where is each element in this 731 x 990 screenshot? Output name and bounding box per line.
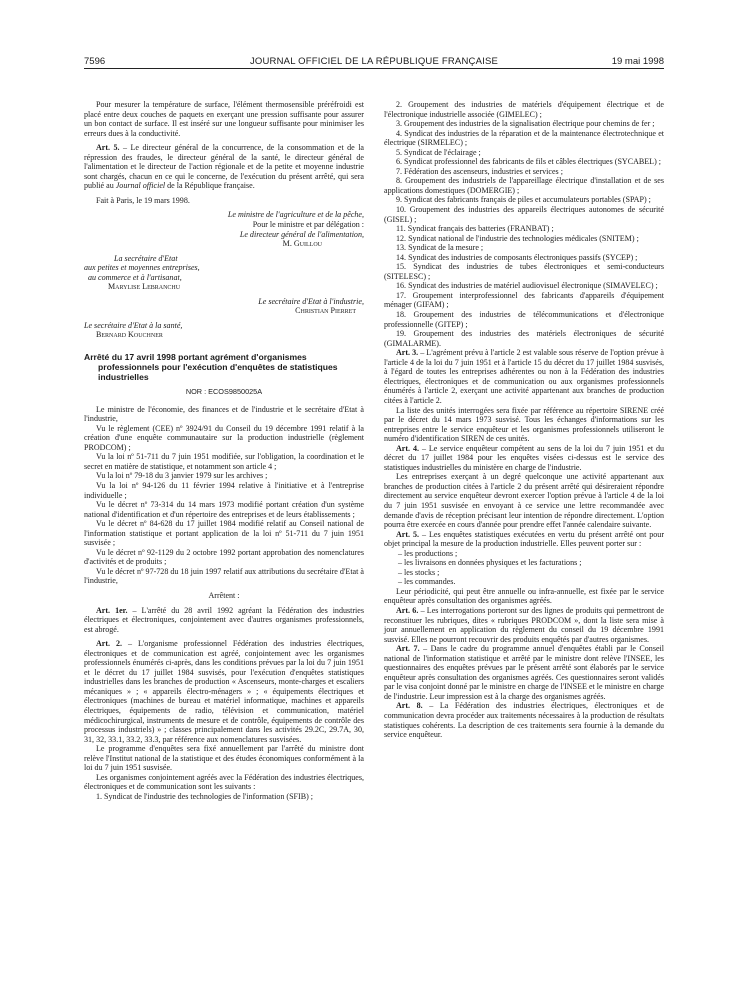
organisme-item-5: 5. Syndicat de l'éclairage ;	[396, 147, 481, 157]
organisme-item-2: 2. Groupement des industries de matériels d'équipement électrique et de l'électronique industrielle associée (GIMELEC) ;	[384, 100, 664, 119]
article-5-text: – Le directeur général de la concurrence, de la consommation et de la répression des fraudes, le directeur général de la santé, le directeur général de l'alimentation et le directeur de l'action régionale et de la petite et moyenne industrie sont chargés, chacun en ce qui le concerne, de l'exécution du présent arrêté, qui sera publié au	[84, 143, 365, 191]
sirene-paragraph: La liste des unités interrogées sera fixée par référence au répertoire SIRENE créé par le décret du 14 mars 1973 susvisé. Tous les échanges d'informations sur les entreprises entre le service enquêteur et les organismes professionnels utiliseront le numéro d'identification SIREN de ces unités.	[384, 405, 664, 444]
left-column	[84, 100, 364, 801]
signature-2-line3: au commerce et à l'artisanat,	[88, 272, 182, 282]
organisme-item-12: 12. Syndicat national de l'industrie des technologies médicales (SNITEM) ;	[396, 233, 639, 243]
article-5b-text: – Les enquêtes statistiques exécutées en vertu du présent arrêté ont pour objet principal la mesure de la production industrielle. Elles peuvent porter sur :	[384, 529, 664, 549]
article-6-label: Art. 6.	[396, 605, 419, 615]
signature-1-role: Le directeur général de l'alimentation,	[239, 229, 364, 239]
article-4-label: Art. 4.	[396, 443, 420, 453]
article-6-text: – Les interrogations porteront sur des lignes de produits qui permettront de reconstituer les rubriques, dites « rubriques PRODCOM », dont la liste sera mise à jour annuellement en application du règlement du conseil du 19 décembre 1991 susvisé. Elles ne pourront recouvrir des produits enquêtés par d'autres organismes.	[384, 605, 664, 644]
visa-paragraph-8: Vu le décret nº 92-1129 du 2 octobre 1992 portant approbation des nomenclatures d'activités et de produits ;	[84, 547, 364, 567]
article-2-text: – L'organisme professionnel Fédération des industries électriques, électroniques et de communication est agréé, conjointement avec les organismes professionnels énumérés ci-après, dans les conditions prévues par la loi du 7 juin 1951 et le décret du 17 juillet 1984 susvisés, pour l'exécution d'enquêtes statistiques industrielles dans les branches de production « Ascenseurs, monte-charges et escaliers mécaniques » ; « appareils électro-ménagers » ; « équipements électriques et électroniques (machines de bureau et matériel informatique, machines et appareils électriques, équipements de radio, télévision et communication, matériel médicochirurgical, instruments de mesure et de contrôle, équipements de contrôle des processus industriels) » ; classes principalement dans les activités 29.2C, 29.7A, 30, 31, 32, 33.1, 33.2, 33.3, par référence aux nomenclatures susvisées.	[84, 639, 364, 744]
arrete-title-text: Arrêté du 17 avril 1998 portant agrément d'organismes professionnels pour l'exécution d'enquêtes de statistiques industrielles	[84, 352, 338, 383]
article-7-label: Art. 7.	[396, 644, 420, 654]
signature-1-delegation: Pour le ministre et par délégation :	[252, 220, 364, 230]
article-5-paragraph	[384, 530, 664, 549]
visa-paragraph-4: Vu la loi nº 79-18 du 3 janvier 1979 sur les archives ;	[96, 471, 268, 481]
organisme-item-4: 4. Syndicat des industries de la réparation et de la maintenance électrotechnique et électrique (SIRMELEC) ;	[384, 128, 664, 148]
article-5-label: Art. 5.	[96, 143, 120, 153]
article-1-text: – L'arrêté du 28 avril 1992 agréant la Fédération des industries électriques et électroniques, conjointement avec d'autres organismes professionnels, est abrogé.	[84, 605, 364, 634]
article-1-paragraph	[84, 606, 364, 635]
article-7-text: – Dans le cadre du programme annuel d'enquêtes établi par le Conseil national de l'information statistique et arrêté par le ministre dont relève l'INSEE, les questionnaires des enquêtes prévues par le présent arrêté sont élaborés par le service enquêteur après consultation des organismes agréés. Ces questionnaires seront validés par le visa conjoint donné par le ministre en charge de l'INSEE et le ministre en charge de l'industrie. Leur impression est à la charge des organismes agréés.	[384, 644, 665, 701]
organisme-item-9: 9. Syndicat des fabricants français de piles et accumulateurs portables (SPAP) ;	[396, 195, 651, 205]
article-1-label: Art. 1er.	[96, 605, 128, 615]
signature-1-name: M. Guillou	[282, 239, 322, 249]
article-2-label: Art. 2.	[96, 639, 123, 649]
programme-paragraph: Le programme d'enquêtes sera fixé annuellement par l'arrêté du ministre dont relève l'Institut national de la statistique et des études économiques conformément à la loi du 7 juin 1951 susvisée.	[84, 744, 364, 773]
signature-2-name: Marylise Lebranchu	[108, 282, 181, 292]
fait-line: Fait à Paris, le 19 mars 1998.	[96, 195, 190, 205]
signature-3-name: Christian Pierret	[295, 306, 356, 316]
organisme-item-1: 1. Syndicat de l'industrie des technologies de l'information (SFIB) ;	[96, 791, 314, 801]
organisme-item-13: 13. Syndicat de la mesure ;	[396, 243, 484, 253]
organisme-item-7: 7. Fédération des ascenseurs, industries et services ;	[396, 166, 563, 176]
organisme-item-8: 8. Groupement des industriels de l'appareillage électrique d'installation et de ses applications domestiques (DOMERGIE) ;	[384, 176, 664, 195]
arrete-title	[84, 352, 364, 382]
organisme-item-11: 11. Syndicat français des batteries (FRANBAT) ;	[396, 224, 554, 234]
organisme-item-17: 17. Groupement interprofessionnel des fabricants d'appareils d'équipement ménager (GIFAM) ;	[384, 290, 664, 310]
article-5-paragraph	[84, 143, 364, 191]
article-7-paragraph	[384, 644, 664, 701]
article-4-paragraph	[384, 444, 664, 473]
article-8-text: – La Fédération des industries électriques, électroniques et de communication devra procéder aux traitements nécessaires à la production de résultats statistiques cohérents. La description de ces traitements sera fournie à la demande du service enquêteur.	[384, 701, 664, 740]
article-5-end: de la République française.	[165, 181, 255, 191]
article-5b-label: Art. 5.	[396, 529, 420, 539]
article-6-paragraph	[384, 606, 664, 644]
article-4-text: – Le service enquêteur compétent au sens de la loi du 7 juin 1951 et du décret du 17 juillet 1984 pour les enquêtes visées ci-dessus est le service des statistiques industrielles du ministère en charge de l'industrie.	[384, 443, 665, 472]
visa-paragraph-6: Vu le décret nº 73-314 du 14 mars 1973 modifié portant création d'un système national d'identification et d'un répertoire des entreprises et de leurs établissements ;	[84, 500, 364, 519]
article-3-paragraph	[384, 348, 664, 405]
organisme-item-15: 15. Syndicat des industries de tubes électroniques et semi-conducteurs (SITELESC) ;	[384, 262, 664, 281]
issue-date: 19 mai 1998	[611, 56, 664, 67]
article-3-text: – L'agrément prévu à l'article 2 est valable sous réserve de l'option prévue à l'article 4 de la loi du 7 juin 1951 et à l'article 15 du décret du 17 juillet 1984 susvisés, à l'égard de toutes les entreprises adhérentes ou non à la Fédération des industries électriques, électroniques et de communication ou aux organismes professionnels énumérés à l'article 2, exerçant une activité appartenant aux branches de production citées à l'article 2.	[384, 348, 664, 405]
intro-paragraph: Pour mesurer la température de surface, l'élément thermosensible préréfroidi est placé entre deux couches de paquets en exerçant une pression suffisante pour assurer un bon contact de surface. Il est inséré sur une longueur suffisante pour minimiser les erreurs dues à la conductivité.	[84, 100, 364, 138]
visa-paragraph-9: Vu le décret nº 97-728 du 18 juin 1997 relatif aux attributions du secrétaire d'Etat à l'industrie,	[84, 566, 364, 586]
periodicite-paragraph: Leur périodicité, qui peut être annuelle ou infra-annuelle, est fixée par le service enquêteur après consultation des organismes agréés.	[384, 586, 664, 606]
visa-paragraph-3: Vu la loi nº 51-711 du 7 juin 1951 modifiée, sur l'obligation, la coordination et le secret en matière de statistique, et notamment son article 4 ;	[84, 452, 364, 471]
organisme-item-16: 16. Syndicat des industries de matériel audiovisuel électronique (SIMAVELEC) ;	[396, 281, 658, 291]
signature-4-title: Le secrétaire d'Etat à la santé,	[84, 320, 183, 330]
signature-1-title: Le ministre de l'agriculture et de la pêche,	[227, 210, 364, 220]
visa-paragraph-5: Vu la loi nº 94-126 du 11 février 1994 relative à l'initiative et à l'entreprise individuelle ;	[84, 480, 364, 500]
signature-2-title: La secrétaire d'Etat	[114, 253, 178, 263]
entreprises-paragraph: Les entreprises exerçant à un degré quelconque une activité appartenant aux branches de production citées à l'article 2 du présent arrêté qui désireraient répondre directement au service enquêteur devront exercer l'option prévue à l'article 4 de la loi du 7 juin 1951 susvisée en envoyant à ce service une lettre recommandée avec demande d'avis de réception précisant leur intention de répondre directement. L'option pourra être exercée en cours d'année pour prendre effet l'année calendaire suivante.	[384, 472, 664, 530]
signature-2-line2: aux petites et moyennes entreprises,	[84, 263, 200, 273]
header-rule	[84, 68, 664, 69]
article-8-paragraph	[384, 701, 664, 739]
signature-3-title: Le secrétaire d'Etat à l'industrie,	[258, 296, 364, 306]
right-column	[384, 100, 664, 740]
list-item-commandes: – les commandes.	[398, 577, 456, 587]
organismes-paragraph: Les organismes conjointement agréés avec la Fédération des industries électriques, électroniques et de communication sont les suivants :	[84, 772, 364, 792]
nor-reference: NOR : ECOS9850025A	[185, 387, 263, 397]
article-3-label: Art. 3.	[396, 348, 419, 358]
list-item-stocks: – les stocks ;	[398, 567, 440, 577]
article-2-paragraph	[84, 639, 364, 744]
organisme-item-18: 18. Groupement des industries de télécommunications et d'électronique professionnelle (GITEP) ;	[384, 310, 664, 329]
article-8-label: Art. 8.	[396, 701, 423, 711]
organisme-item-14: 14. Syndicat des industries de composants électroniques passifs (SYCEP) ;	[396, 252, 638, 262]
organisme-item-3: 3. Groupement des industries de la signalisation électrique pour chemins de fer ;	[396, 119, 655, 129]
journal-title: JOURNAL OFFICIEL DE LA RÉPUBLIQUE FRANÇAISE	[249, 56, 499, 67]
arretent-heading: Arrêtent :	[208, 590, 240, 600]
organisme-item-6: 6. Syndicat professionnel des fabricants de fils et câbles électriques (SYCABEL) ;	[396, 157, 662, 167]
organisme-item-10: 10. Groupement des industries des appareils électriques autonomes de sécurité (GISEL) ;	[384, 205, 664, 224]
organisme-item-19: 19. Groupement des industries des matériels électroniques de sécurité (GIMALARME).	[384, 329, 664, 348]
journal-officiel-ref: Journal officiel	[115, 181, 166, 191]
page-number: 7596	[84, 56, 106, 67]
visa-paragraph-1: Le ministre de l'économie, des finances et de l'industrie et le secrétaire d'Etat à l'industrie,	[84, 404, 364, 424]
list-item-livraisons: – les livraisons en données physiques et les facturations ;	[398, 558, 582, 568]
signature-4-name: Bernard Kouchner	[96, 330, 163, 340]
visa-paragraph-2: Vu le règlement (CEE) nº 3924/91 du Conseil du 19 décembre 1991 relatif à la création d'une enquête communautaire sur la production industrielle (règlement PRODCOM) ;	[84, 423, 364, 452]
list-item-productions: – les productions ;	[398, 548, 458, 558]
visa-paragraph-7: Vu le décret nº 84-628 du 17 juillet 1984 modifié relatif au Conseil national de l'information statistique et portant application de la loi nº 51-711 du 7 juin 1951 susvisée ;	[84, 519, 364, 548]
